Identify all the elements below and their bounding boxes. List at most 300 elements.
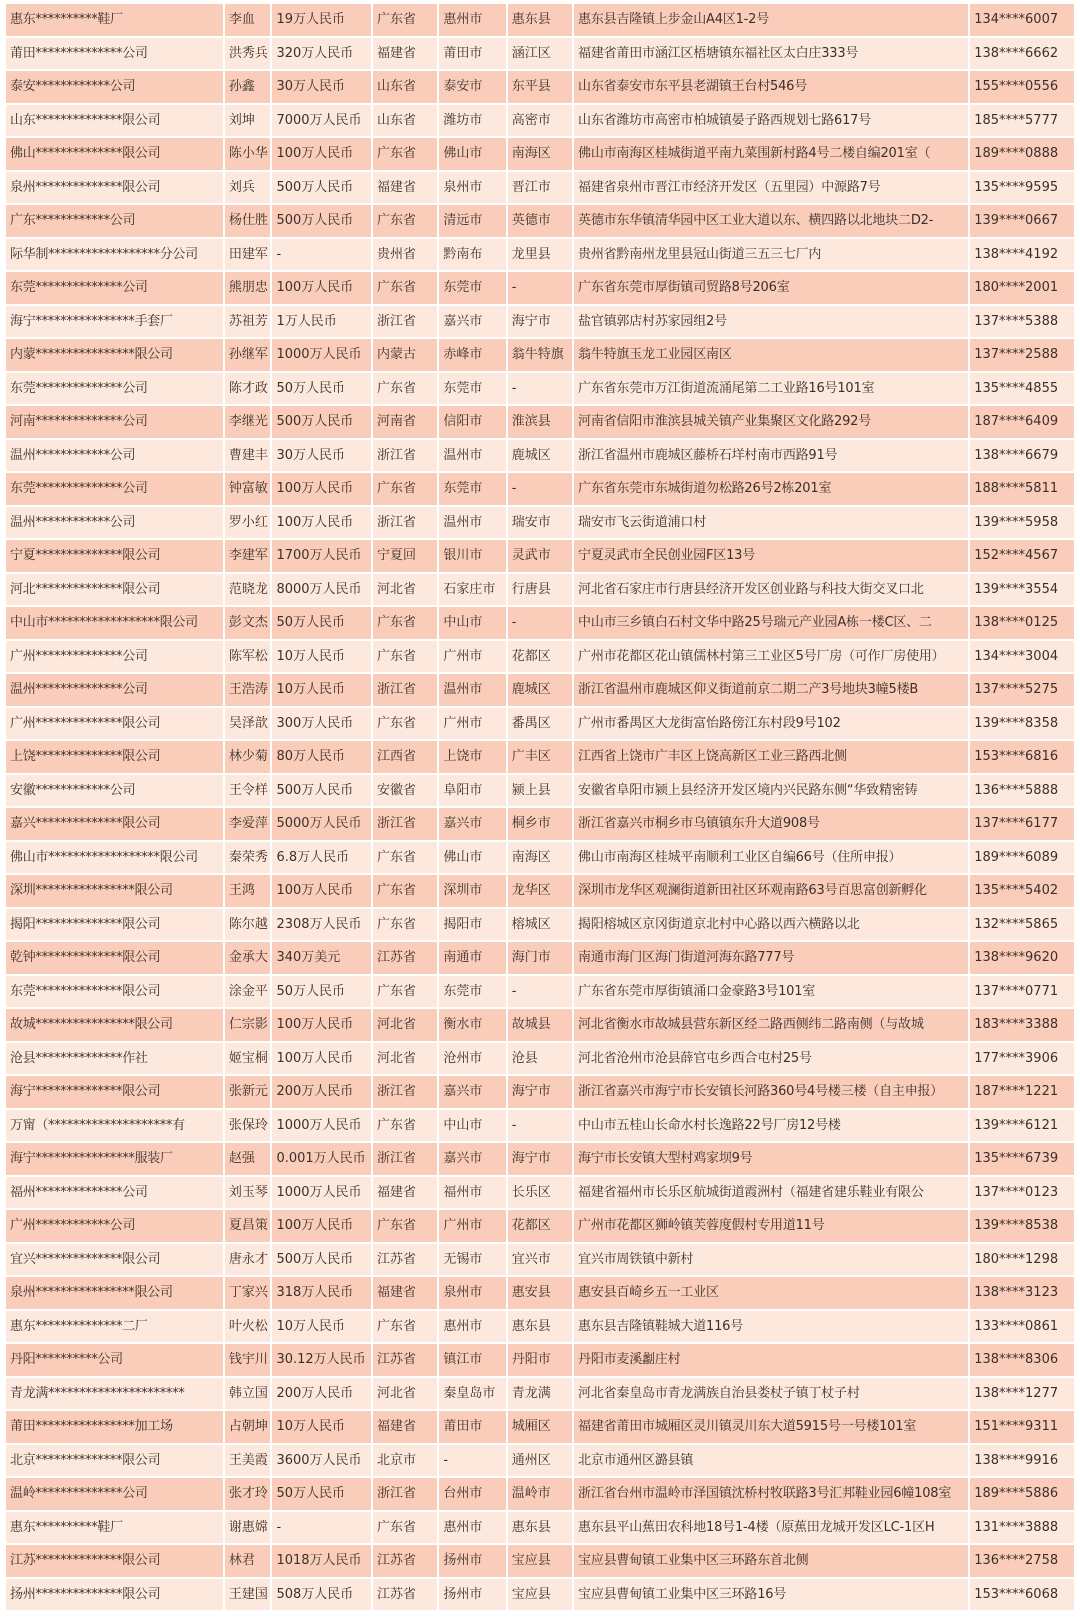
registered-capital-cell: 50万人民币 — [272, 1478, 371, 1510]
registered-capital-cell: 500万人民币 — [272, 205, 371, 237]
district-cell: 榕城区 — [508, 909, 572, 941]
district-cell: 长乐区 — [508, 1177, 572, 1209]
registered-capital-cell: 8000万人民币 — [272, 574, 371, 606]
table-row — [6, 507, 1074, 539]
legal-rep-cell: 谢惠嫦 — [225, 1512, 271, 1544]
address-cell: 中山市五桂山长命水村长逸路22号厂房12号楼 — [574, 1110, 968, 1142]
district-cell: 海门市 — [508, 942, 572, 974]
company-name-cell: 广州************公司 — [6, 1210, 223, 1242]
district-cell: 桐乡市 — [508, 808, 572, 840]
province-cell: 河北省 — [373, 1009, 437, 1041]
province-cell: 江苏省 — [373, 1545, 437, 1577]
table-row — [6, 172, 1074, 204]
table-row — [6, 842, 1074, 874]
city-cell: 泉州市 — [439, 172, 505, 204]
province-cell: 山东省 — [373, 71, 437, 103]
address-cell: 贵州省黔南州龙里县冠山街道三五三七厂内 — [574, 239, 968, 271]
phone-cell: 155****0556 — [970, 71, 1074, 103]
address-cell: 福建省莆田市城厢区灵川镇灵川东大道5915号一号楼101室 — [574, 1411, 968, 1443]
address-cell: 惠安县百崎乡五一工业区 — [574, 1277, 968, 1309]
address-cell: 浙江省嘉兴市桐乡市乌镇镇东升大道908号 — [574, 808, 968, 840]
registered-capital-cell: 10万人民币 — [272, 1311, 371, 1343]
city-cell: 佛山市 — [439, 842, 505, 874]
district-cell: 广丰区 — [508, 741, 572, 773]
legal-rep-cell: 范晓龙 — [225, 574, 271, 606]
province-cell: 河北省 — [373, 1043, 437, 1075]
company-name-cell: 温州************公司 — [6, 507, 223, 539]
city-cell: 沧州市 — [439, 1043, 505, 1075]
district-cell: 宝应县 — [508, 1579, 572, 1611]
company-name-cell: 温州************公司 — [6, 440, 223, 472]
phone-cell: 138****0125 — [970, 607, 1074, 639]
city-cell: 揭阳市 — [439, 909, 505, 941]
address-cell: 浙江省台州市温岭市泽国镇沈桥村牧联路3号汇邦鞋业园6幢108室 — [574, 1478, 968, 1510]
legal-rep-cell: 唐永才 — [225, 1244, 271, 1276]
district-cell: 惠东县 — [508, 1512, 572, 1544]
table-row — [6, 607, 1074, 639]
district-cell: 城厢区 — [508, 1411, 572, 1443]
registered-capital-cell: 0.001万人民币 — [272, 1143, 371, 1175]
district-cell: 龙里县 — [508, 239, 572, 271]
address-cell: 河北省沧州市沧县薛官屯乡西合屯村25号 — [574, 1043, 968, 1075]
address-cell: 宝应县曹甸镇工业集中区三环路东首北侧 — [574, 1545, 968, 1577]
province-cell: 江苏省 — [373, 1344, 437, 1376]
registered-capital-cell: 1000万人民币 — [272, 339, 371, 371]
city-cell: 佛山市 — [439, 138, 505, 170]
legal-rep-cell: 陈尔越 — [225, 909, 271, 941]
table-row — [6, 1311, 1074, 1343]
table-row — [6, 1210, 1074, 1242]
address-cell: 海宁市长安镇大型村鸡家坝9号 — [574, 1143, 968, 1175]
phone-cell: 187****6409 — [970, 406, 1074, 438]
province-cell: 广东省 — [373, 842, 437, 874]
district-cell: 海宁市 — [508, 306, 572, 338]
province-cell: 广东省 — [373, 4, 437, 36]
phone-cell: 183****3388 — [970, 1009, 1074, 1041]
address-cell: 广州市花都区花山镇儒林村第三工业区5号厂房（可作厂房使用） — [574, 641, 968, 673]
city-cell: 惠州市 — [439, 1512, 505, 1544]
company-name-cell: 海宁**************限公司 — [6, 1076, 223, 1108]
district-cell: 鹿城区 — [508, 440, 572, 472]
table-row — [6, 540, 1074, 572]
province-cell: 广东省 — [373, 1110, 437, 1142]
table-row — [6, 71, 1074, 103]
table-row — [6, 708, 1074, 740]
address-cell: 南通市海门区海门街道河海东路777号 — [574, 942, 968, 974]
company-name-cell: 海宁****************服装厂 — [6, 1143, 223, 1175]
district-cell: 晋江市 — [508, 172, 572, 204]
province-cell: 浙江省 — [373, 1076, 437, 1108]
province-cell: 江苏省 — [373, 1579, 437, 1611]
legal-rep-cell: 陈小华 — [225, 138, 271, 170]
legal-rep-cell: 杨仕胜 — [225, 205, 271, 237]
province-cell: 浙江省 — [373, 1478, 437, 1510]
district-cell: 青龙满 — [508, 1378, 572, 1410]
address-cell: 中山市三乡镇白石村文华中路25号瑞元产业园A栋一楼C区、二 — [574, 607, 968, 639]
district-cell: - — [508, 607, 572, 639]
address-cell: 瑞安市飞云街道浦口村 — [574, 507, 968, 539]
address-cell: 山东省泰安市东平县老湖镇王台村546号 — [574, 71, 968, 103]
legal-rep-cell: 彭文杰 — [225, 607, 271, 639]
city-cell: 莆田市 — [439, 1411, 505, 1443]
registered-capital-cell: 3600万人民币 — [272, 1445, 371, 1477]
city-cell: 温州市 — [439, 507, 505, 539]
table-row — [6, 574, 1074, 606]
phone-cell: 188****5811 — [970, 473, 1074, 505]
legal-rep-cell: 王美霞 — [225, 1445, 271, 1477]
legal-rep-cell: 秦荣秀 — [225, 842, 271, 874]
registered-capital-cell: 30万人民币 — [272, 71, 371, 103]
province-cell: 北京市 — [373, 1445, 437, 1477]
company-name-cell: 泰安************公司 — [6, 71, 223, 103]
district-cell: - — [508, 473, 572, 505]
phone-cell: 133****0861 — [970, 1311, 1074, 1343]
city-cell: 赤峰市 — [439, 339, 505, 371]
legal-rep-cell: 洪秀兵 — [225, 38, 271, 70]
legal-rep-cell: 王令样 — [225, 775, 271, 807]
registered-capital-cell: 10万人民币 — [272, 641, 371, 673]
table-row — [6, 741, 1074, 773]
phone-cell: 137****0771 — [970, 976, 1074, 1008]
table-row — [6, 138, 1074, 170]
legal-rep-cell: 孙鑫 — [225, 71, 271, 103]
phone-cell: 185****5777 — [970, 105, 1074, 137]
table-row — [6, 775, 1074, 807]
registered-capital-cell: 500万人民币 — [272, 1244, 371, 1276]
table-row — [6, 1043, 1074, 1075]
city-cell: 扬州市 — [439, 1545, 505, 1577]
phone-cell: 135****9595 — [970, 172, 1074, 204]
legal-rep-cell: 陈才政 — [225, 373, 271, 405]
legal-rep-cell: 张新元 — [225, 1076, 271, 1108]
phone-cell: 138****9916 — [970, 1445, 1074, 1477]
city-cell: 惠州市 — [439, 1311, 505, 1343]
company-name-cell: 温州**************公司 — [6, 674, 223, 706]
city-cell: 广州市 — [439, 641, 505, 673]
district-cell: 颍上县 — [508, 775, 572, 807]
company-name-cell: 福州**************公司 — [6, 1177, 223, 1209]
legal-rep-cell: 林君 — [225, 1545, 271, 1577]
address-cell: 河北省石家庄市行唐县经济开发区创业路与科技大街交叉口北 — [574, 574, 968, 606]
phone-cell: 139****8358 — [970, 708, 1074, 740]
address-cell: 福建省莆田市涵江区梧塘镇东福社区太白庄333号 — [574, 38, 968, 70]
phone-cell: 180****1298 — [970, 1244, 1074, 1276]
district-cell: - — [508, 1110, 572, 1142]
legal-rep-cell: 罗小红 — [225, 507, 271, 539]
legal-rep-cell: 刘兵 — [225, 172, 271, 204]
table-row — [6, 1244, 1074, 1276]
registered-capital-cell: 200万人民币 — [272, 1076, 371, 1108]
district-cell: - — [508, 976, 572, 1008]
address-cell: 盐官镇郭店村苏家园组2号 — [574, 306, 968, 338]
table-row — [6, 909, 1074, 941]
district-cell: 温岭市 — [508, 1478, 572, 1510]
table-row — [6, 1478, 1074, 1510]
legal-rep-cell: 孙继军 — [225, 339, 271, 371]
address-cell: 浙江省嘉兴市海宁市长安镇长河路360号4号楼三楼（自主申报） — [574, 1076, 968, 1108]
table-row — [6, 4, 1074, 36]
city-cell: 扬州市 — [439, 1579, 505, 1611]
address-cell: 广东省东莞市东城街道勿松路26号2栋201室 — [574, 473, 968, 505]
province-cell: 广东省 — [373, 1210, 437, 1242]
city-cell: 广州市 — [439, 1210, 505, 1242]
province-cell: 浙江省 — [373, 440, 437, 472]
address-cell: 广东省东莞市万江街道流涌尾第二工业路16号101室 — [574, 373, 968, 405]
province-cell: 广东省 — [373, 976, 437, 1008]
company-name-cell: 青龙满********************** — [6, 1378, 223, 1410]
legal-rep-cell: 王建国 — [225, 1579, 271, 1611]
city-cell: 中山市 — [439, 1110, 505, 1142]
city-cell: 南通市 — [439, 942, 505, 974]
company-name-cell: 深圳****************限公司 — [6, 875, 223, 907]
address-cell: 广东省东莞市厚街镇涌口金豪路3号101室 — [574, 976, 968, 1008]
table-row — [6, 1143, 1074, 1175]
registered-capital-cell: 1700万人民币 — [272, 540, 371, 572]
province-cell: 广东省 — [373, 607, 437, 639]
phone-cell: 134****3004 — [970, 641, 1074, 673]
legal-rep-cell: 姬宝桐 — [225, 1043, 271, 1075]
district-cell: 淮滨县 — [508, 406, 572, 438]
address-cell: 翁牛特旗玉龙工业园区南区 — [574, 339, 968, 371]
registered-capital-cell: 100万人民币 — [272, 1009, 371, 1041]
phone-cell: 137****2588 — [970, 339, 1074, 371]
district-cell: - — [508, 373, 572, 405]
district-cell: 宜兴市 — [508, 1244, 572, 1276]
legal-rep-cell: 张才玲 — [225, 1478, 271, 1510]
company-name-cell: 宁夏**************限公司 — [6, 540, 223, 572]
address-cell: 福建省福州市长乐区航城街道霞洲村（福建省建乐鞋业有限公 — [574, 1177, 968, 1209]
province-cell: 广东省 — [373, 1512, 437, 1544]
phone-cell: 138****1277 — [970, 1378, 1074, 1410]
table-row — [6, 674, 1074, 706]
company-name-cell: 广州**************限公司 — [6, 708, 223, 740]
address-cell: 福建省泉州市晋江市经济开发区（五里园）中源路7号 — [574, 172, 968, 204]
registered-capital-cell: 30万人民币 — [272, 440, 371, 472]
registered-capital-cell: 500万人民币 — [272, 172, 371, 204]
company-name-cell: 河北**************限公司 — [6, 574, 223, 606]
phone-cell: 136****2758 — [970, 1545, 1074, 1577]
province-cell: 福建省 — [373, 1177, 437, 1209]
registered-capital-cell: 100万人民币 — [272, 507, 371, 539]
address-cell: 深圳市龙华区观澜街道新田社区环观南路63号百思富创新孵化 — [574, 875, 968, 907]
city-cell: 惠州市 — [439, 4, 505, 36]
phone-cell: 189****5886 — [970, 1478, 1074, 1510]
district-cell: 瑞安市 — [508, 507, 572, 539]
district-cell: 惠安县 — [508, 1277, 572, 1309]
company-name-cell: 东莞**************公司 — [6, 473, 223, 505]
table-row — [6, 875, 1074, 907]
registered-capital-cell: 500万人民币 — [272, 406, 371, 438]
district-cell: 涵江区 — [508, 38, 572, 70]
phone-cell: 139****3554 — [970, 574, 1074, 606]
company-name-cell: 河南**************公司 — [6, 406, 223, 438]
district-cell: 高密市 — [508, 105, 572, 137]
phone-cell: 135****4855 — [970, 373, 1074, 405]
registered-capital-cell: 100万人民币 — [272, 473, 371, 505]
table-row — [6, 473, 1074, 505]
company-name-cell: 海宁****************手套厂 — [6, 306, 223, 338]
phone-cell: 139****0667 — [970, 205, 1074, 237]
province-cell: 浙江省 — [373, 306, 437, 338]
registered-capital-cell: 200万人民币 — [272, 1378, 371, 1410]
city-cell: 东莞市 — [439, 976, 505, 1008]
address-cell: 惠东县吉隆镇鞋城大道116号 — [574, 1311, 968, 1343]
city-cell: 嘉兴市 — [439, 1143, 505, 1175]
phone-cell: 132****5865 — [970, 909, 1074, 941]
district-cell: 南海区 — [508, 138, 572, 170]
city-cell: 东莞市 — [439, 473, 505, 505]
legal-rep-cell: 丁家兴 — [225, 1277, 271, 1309]
address-cell: 河北省衡水市故城县营东新区经二路西侧纬二路南侧（与故城 — [574, 1009, 968, 1041]
phone-cell: 138****4192 — [970, 239, 1074, 271]
province-cell: 广东省 — [373, 708, 437, 740]
phone-cell: 177****3906 — [970, 1043, 1074, 1075]
registered-capital-cell: 1000万人民币 — [272, 1177, 371, 1209]
registered-capital-cell: 100万人民币 — [272, 138, 371, 170]
district-cell: 行唐县 — [508, 574, 572, 606]
phone-cell: 137****5275 — [970, 674, 1074, 706]
address-cell: 广州市番禺区大龙街富怡路傍江东村段9号102 — [574, 708, 968, 740]
district-cell: 翁牛特旗 — [508, 339, 572, 371]
registered-capital-cell: 100万人民币 — [272, 1210, 371, 1242]
city-cell: 信阳市 — [439, 406, 505, 438]
city-cell: 潍坊市 — [439, 105, 505, 137]
district-cell: 灵武市 — [508, 540, 572, 572]
district-cell: 南海区 — [508, 842, 572, 874]
registered-capital-cell: 5000万人民币 — [272, 808, 371, 840]
district-cell: 故城县 — [508, 1009, 572, 1041]
address-cell: 山东省潍坊市高密市柏城镇晏子路西规划七路617号 — [574, 105, 968, 137]
table-row — [6, 808, 1074, 840]
province-cell: 安徽省 — [373, 775, 437, 807]
city-cell: 东莞市 — [439, 272, 505, 304]
legal-rep-cell: 田建军 — [225, 239, 271, 271]
registered-capital-cell: 100万人民币 — [272, 272, 371, 304]
district-cell: 花都区 — [508, 641, 572, 673]
registered-capital-cell: 300万人民币 — [272, 708, 371, 740]
address-cell: 英德市东华镇清华园中区工业大道以东、横四路以北地块二D2- — [574, 205, 968, 237]
city-cell: 无锡市 — [439, 1244, 505, 1276]
legal-rep-cell: 占朝坤 — [225, 1411, 271, 1443]
company-name-cell: 北京**************限公司 — [6, 1445, 223, 1477]
company-name-cell: 内蒙****************限公司 — [6, 339, 223, 371]
company-name-cell: 惠东**********鞋厂 — [6, 1512, 223, 1544]
legal-rep-cell: 涂金平 — [225, 976, 271, 1008]
legal-rep-cell: 王鸿 — [225, 875, 271, 907]
province-cell: 福建省 — [373, 172, 437, 204]
city-cell: 银川市 — [439, 540, 505, 572]
registered-capital-cell: 100万人民币 — [272, 1043, 371, 1075]
table-row — [6, 406, 1074, 438]
city-cell: 温州市 — [439, 674, 505, 706]
province-cell: 内蒙古 — [373, 339, 437, 371]
table-row — [6, 641, 1074, 673]
district-cell: 番禺区 — [508, 708, 572, 740]
district-cell: 通州区 — [508, 1445, 572, 1477]
company-name-cell: 莆田****************加工场 — [6, 1411, 223, 1443]
registered-capital-cell: 10万人民币 — [272, 674, 371, 706]
company-name-cell: 温岭**************公司 — [6, 1478, 223, 1510]
table-row — [6, 942, 1074, 974]
address-cell: 河北省秦皇岛市青龙满族自治县娄杖子镇丁杖子村 — [574, 1378, 968, 1410]
phone-cell: 139****5958 — [970, 507, 1074, 539]
city-cell: 石家庄市 — [439, 574, 505, 606]
table-row — [6, 105, 1074, 137]
province-cell: 广东省 — [373, 641, 437, 673]
registered-capital-cell: 80万人民币 — [272, 741, 371, 773]
city-cell: 嘉兴市 — [439, 1076, 505, 1108]
company-name-cell: 故城****************限公司 — [6, 1009, 223, 1041]
phone-cell: 137****6177 — [970, 808, 1074, 840]
legal-rep-cell: 熊朋忠 — [225, 272, 271, 304]
district-cell: 鹿城区 — [508, 674, 572, 706]
company-name-cell: 广东************公司 — [6, 205, 223, 237]
company-name-cell: 安徽************公司 — [6, 775, 223, 807]
city-cell: 台州市 — [439, 1478, 505, 1510]
address-cell: 广东省东莞市厚街镇司贸路8号206室 — [574, 272, 968, 304]
registered-capital-cell: 50万人民币 — [272, 607, 371, 639]
company-name-cell: 宜兴**************限公司 — [6, 1244, 223, 1276]
company-name-cell: 嘉兴**************限公司 — [6, 808, 223, 840]
legal-rep-cell: 仁宗影 — [225, 1009, 271, 1041]
legal-rep-cell: 陈军松 — [225, 641, 271, 673]
table-row — [6, 306, 1074, 338]
province-cell: 广东省 — [373, 373, 437, 405]
address-cell: 佛山市南海区桂城平南顺利工业区自编66号（住所申报） — [574, 842, 968, 874]
legal-rep-cell: 金承大 — [225, 942, 271, 974]
phone-cell: 135****5402 — [970, 875, 1074, 907]
legal-rep-cell: 吴泽歆 — [225, 708, 271, 740]
province-cell: 山东省 — [373, 105, 437, 137]
district-cell: 宝应县 — [508, 1545, 572, 1577]
province-cell: 浙江省 — [373, 1143, 437, 1175]
company-name-cell: 莆田**************公司 — [6, 38, 223, 70]
district-cell: 惠东县 — [508, 4, 572, 36]
table-row — [6, 1378, 1074, 1410]
address-cell: 浙江省温州市鹿城区藤桥石垟村南市西路91号 — [574, 440, 968, 472]
city-cell: 东莞市 — [439, 373, 505, 405]
phone-cell: 137****0123 — [970, 1177, 1074, 1209]
registered-capital-cell: 1000万人民币 — [272, 1110, 371, 1142]
table-row — [6, 1277, 1074, 1309]
province-cell: 浙江省 — [373, 674, 437, 706]
city-cell: 嘉兴市 — [439, 306, 505, 338]
table-row — [6, 1411, 1074, 1443]
table-row — [6, 1009, 1074, 1041]
table-row — [6, 339, 1074, 371]
legal-rep-cell: 韩立国 — [225, 1378, 271, 1410]
address-cell: 北京市通州区潞县镇 — [574, 1445, 968, 1477]
district-cell: 东平县 — [508, 71, 572, 103]
legal-rep-cell: 李爱萍 — [225, 808, 271, 840]
legal-rep-cell: 刘坤 — [225, 105, 271, 137]
table-row — [6, 205, 1074, 237]
phone-cell: 131****3888 — [970, 1512, 1074, 1544]
district-cell: 丹阳市 — [508, 1344, 572, 1376]
table-row — [6, 272, 1074, 304]
address-cell: 宜兴市周铁镇中新村 — [574, 1244, 968, 1276]
company-name-cell: 万甯（********************有 — [6, 1110, 223, 1142]
address-cell: 丹阳市麦溪劙庄村 — [574, 1344, 968, 1376]
registered-capital-cell: 7000万人民币 — [272, 105, 371, 137]
province-cell: 福建省 — [373, 38, 437, 70]
phone-cell: 137****5388 — [970, 306, 1074, 338]
address-cell: 惠东县吉隆镇上步金山A4区1-2号 — [574, 4, 968, 36]
legal-rep-cell: 李血 — [225, 4, 271, 36]
province-cell: 广东省 — [373, 1311, 437, 1343]
company-name-cell: 佛山**************限公司 — [6, 138, 223, 170]
district-cell: 英德市 — [508, 205, 572, 237]
